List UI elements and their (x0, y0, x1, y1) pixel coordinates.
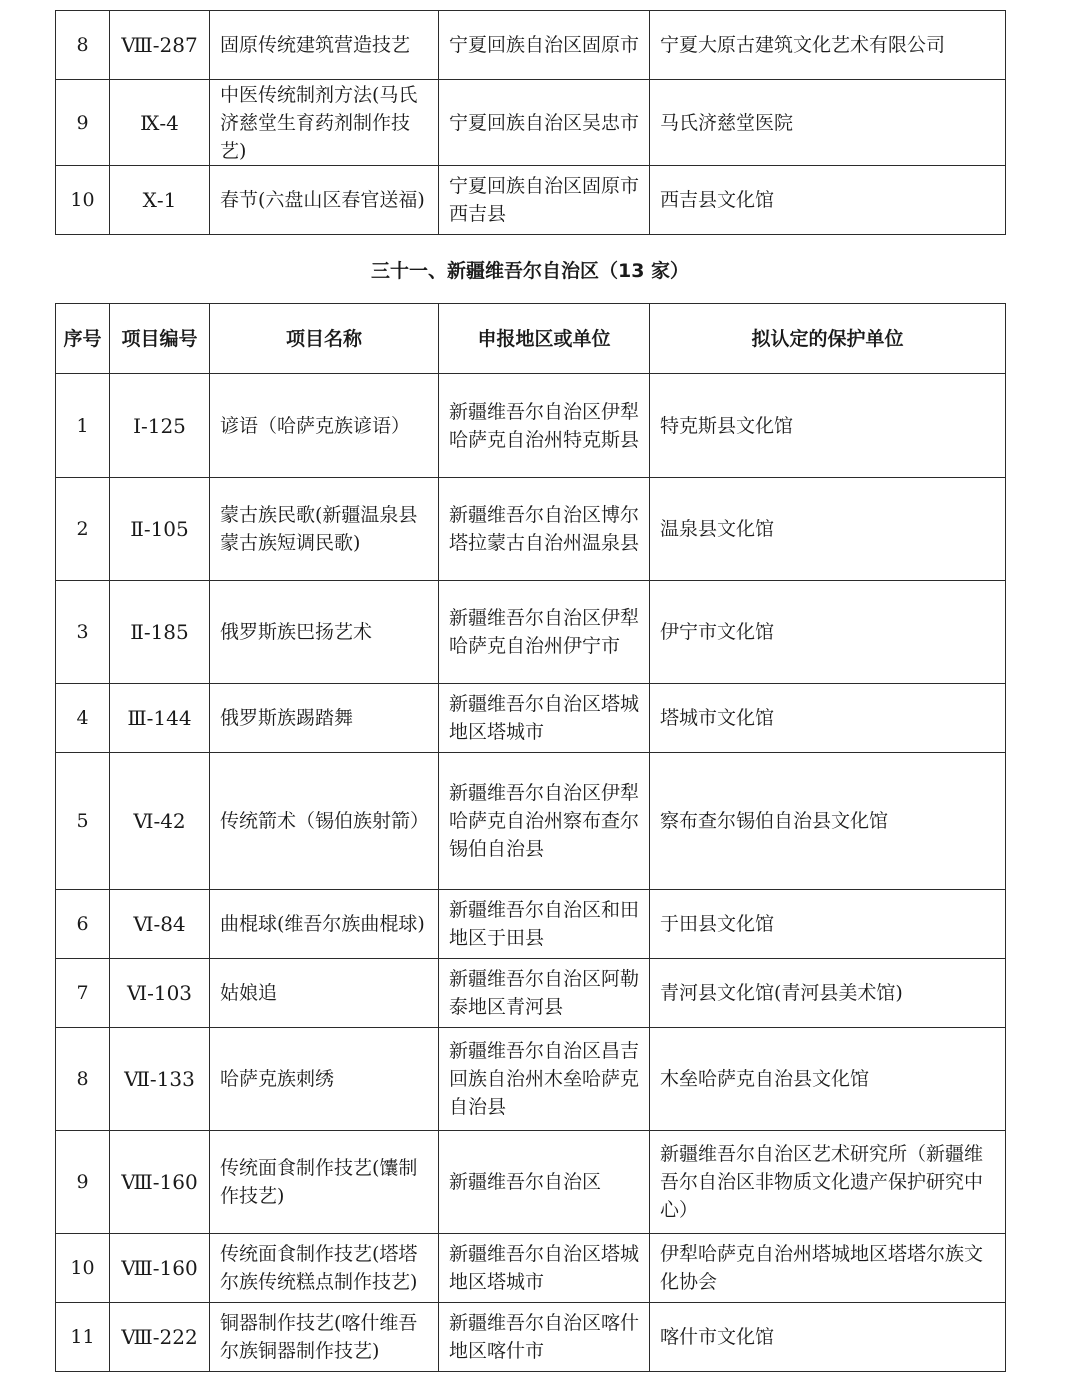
cell-no: 4 (56, 684, 110, 753)
cell-code: Ⅷ-160 (110, 1234, 210, 1303)
cell-name: 铜器制作技艺(喀什维吾尔族铜器制作技艺) (210, 1303, 439, 1372)
cell-no: 5 (56, 753, 110, 890)
cell-region: 新疆维吾尔自治区伊犁哈萨克自治州伊宁市 (439, 581, 650, 684)
cell-unit: 特克斯县文化馆 (650, 374, 1006, 478)
cell-unit: 马氏济慈堂医院 (650, 80, 1006, 166)
cell-no: 3 (56, 581, 110, 684)
header-unit: 拟认定的保护单位 (650, 304, 1006, 374)
xinjiang-table-body (56, 374, 1006, 1372)
table-row (56, 959, 1006, 1028)
cell-name: 俄罗斯族巴扬艺术 (210, 581, 439, 684)
cell-no: 8 (56, 1028, 110, 1131)
cell-unit: 伊宁市文化馆 (650, 581, 1006, 684)
table-row (56, 1234, 1006, 1303)
cell-name: 固原传统建筑营造技艺 (210, 11, 439, 80)
cell-name: 春节(六盘山区春官送福) (210, 166, 439, 235)
cell-region: 宁夏回族自治区固原市 (439, 11, 650, 80)
cell-name: 蒙古族民歌(新疆温泉县蒙古族短调民歌) (210, 478, 439, 581)
section-title: 三十一、新疆维吾尔自治区（13 家） (370, 260, 690, 282)
cell-unit: 塔城市文化馆 (650, 684, 1006, 753)
cell-name: 传统面食制作技艺(馕制作技艺) (210, 1131, 439, 1234)
header-code: 项目编号 (110, 304, 210, 374)
cell-no: 10 (56, 1234, 110, 1303)
table-row (56, 374, 1006, 478)
cell-unit: 青河县文化馆(青河县美术馆) (650, 959, 1006, 1028)
xinjiang-table (55, 303, 1006, 1372)
cell-no: 9 (56, 1131, 110, 1234)
cell-code: Ⅰ-125 (110, 374, 210, 478)
cell-unit: 察布查尔锡伯自治县文化馆 (650, 753, 1006, 890)
cell-code: Ⅱ-105 (110, 478, 210, 581)
cell-no: 6 (56, 890, 110, 959)
cell-code: Ⅵ-84 (110, 890, 210, 959)
cell-region: 新疆维吾尔自治区和田地区于田县 (439, 890, 650, 959)
cell-code: Ⅵ-103 (110, 959, 210, 1028)
cell-no: 1 (56, 374, 110, 478)
cell-name: 中医传统制剂方法(马氏济慈堂生育药剂制作技艺) (210, 80, 439, 166)
previous-section-table (55, 10, 1006, 235)
cell-unit: 喀什市文化馆 (650, 1303, 1006, 1372)
table-row (56, 1303, 1006, 1372)
cell-unit: 温泉县文化馆 (650, 478, 1006, 581)
cell-unit: 西吉县文化馆 (650, 166, 1006, 235)
cell-region: 宁夏回族自治区吴忠市 (439, 80, 650, 166)
cell-name: 谚语（哈萨克族谚语） (210, 374, 439, 478)
cell-region: 新疆维吾尔自治区喀什地区喀什市 (439, 1303, 650, 1372)
table-row (56, 1028, 1006, 1131)
cell-region: 新疆维吾尔自治区塔城地区塔城市 (439, 684, 650, 753)
cell-no: 9 (56, 80, 110, 166)
cell-region: 新疆维吾尔自治区塔城地区塔城市 (439, 1234, 650, 1303)
cell-region: 新疆维吾尔自治区昌吉回族自治州木垒哈萨克自治县 (439, 1028, 650, 1131)
table-row (56, 581, 1006, 684)
header-name: 项目名称 (210, 304, 439, 374)
cell-unit: 木垒哈萨克自治县文化馆 (650, 1028, 1006, 1131)
cell-no: 10 (56, 166, 110, 235)
table-row (56, 1131, 1006, 1234)
table-row (56, 166, 1006, 235)
table-row (56, 80, 1006, 166)
cell-no: 7 (56, 959, 110, 1028)
header-no: 序号 (56, 304, 110, 374)
cell-name: 传统箭术（锡伯族射箭） (210, 753, 439, 890)
cell-region: 新疆维吾尔自治区伊犁哈萨克自治州特克斯县 (439, 374, 650, 478)
cell-name: 传统面食制作技艺(塔塔尔族传统糕点制作技艺) (210, 1234, 439, 1303)
cell-no: 11 (56, 1303, 110, 1372)
cell-unit: 宁夏大原古建筑文化艺术有限公司 (650, 11, 1006, 80)
cell-region: 新疆维吾尔自治区伊犁哈萨克自治州察布查尔锡伯自治县 (439, 753, 650, 890)
cell-region: 新疆维吾尔自治区阿勒泰地区青河县 (439, 959, 650, 1028)
cell-unit: 新疆维吾尔自治区艺术研究所（新疆维吾尔自治区非物质文化遗产保护研究中心） (650, 1131, 1006, 1234)
cell-name: 姑娘追 (210, 959, 439, 1028)
cell-name: 曲棍球(维吾尔族曲棍球) (210, 890, 439, 959)
table-header-row (56, 304, 1006, 374)
cell-code: Ⅹ-1 (110, 166, 210, 235)
cell-unit: 伊犁哈萨克自治州塔城地区塔塔尔族文化协会 (650, 1234, 1006, 1303)
table-row (56, 478, 1006, 581)
table-row (56, 684, 1006, 753)
header-region: 申报地区或单位 (439, 304, 650, 374)
cell-region: 新疆维吾尔自治区 (439, 1131, 650, 1234)
cell-code: Ⅷ-222 (110, 1303, 210, 1372)
cell-code: Ⅲ-144 (110, 684, 210, 753)
cell-name: 俄罗斯族踢踏舞 (210, 684, 439, 753)
cell-region: 新疆维吾尔自治区博尔塔拉蒙古自治州温泉县 (439, 478, 650, 581)
table-row (56, 753, 1006, 890)
cell-code: Ⅶ-133 (110, 1028, 210, 1131)
cell-name: 哈萨克族刺绣 (210, 1028, 439, 1131)
cell-code: Ⅷ-287 (110, 11, 210, 80)
cell-no: 2 (56, 478, 110, 581)
cell-unit: 于田县文化馆 (650, 890, 1006, 959)
cell-no: 8 (56, 11, 110, 80)
cell-region: 宁夏回族自治区固原市西吉县 (439, 166, 650, 235)
table-row (56, 890, 1006, 959)
table-row (56, 11, 1006, 80)
cell-code: Ⅸ-4 (110, 80, 210, 166)
cell-code: Ⅵ-42 (110, 753, 210, 890)
cell-code: Ⅱ-185 (110, 581, 210, 684)
cell-code: Ⅷ-160 (110, 1131, 210, 1234)
previous-section-table-body (56, 11, 1006, 235)
